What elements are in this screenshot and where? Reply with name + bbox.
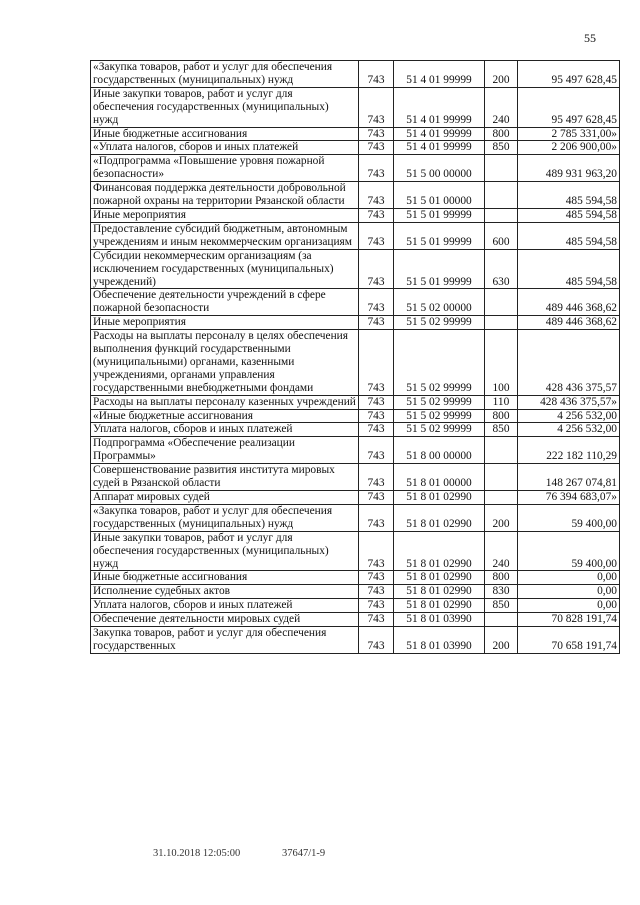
cell-department-code: 743 <box>359 330 394 396</box>
cell-amount: 222 182 110,29 <box>518 437 620 464</box>
cell-expense-type: 850 <box>485 423 518 437</box>
cell-name: Закупка товаров, работ и услуг для обеспечения государственных <box>91 627 359 654</box>
cell-amount: 485 594,58 <box>518 182 620 209</box>
cell-department-code: 743 <box>359 627 394 654</box>
footer-doc-code: 37647/1-9 <box>282 848 326 859</box>
table-row <box>91 571 620 585</box>
cell-expense-type: 110 <box>485 395 518 409</box>
cell-expense-type: 200 <box>485 61 518 88</box>
cell-expense-type: 850 <box>485 141 518 155</box>
budget-table <box>90 60 620 654</box>
cell-target-article: 51 5 00 00000 <box>394 155 485 182</box>
cell-name: Иные закупки товаров, работ и услуг для обеспечения государственных (муниципальных) нужд <box>91 87 359 127</box>
table-row <box>91 61 620 88</box>
cell-target-article: 51 8 01 03990 <box>394 613 485 627</box>
cell-amount: 4 256 532,00 <box>518 409 620 423</box>
cell-amount: 2 785 331,00» <box>518 127 620 141</box>
cell-name: Иные бюджетные ассигнования <box>91 127 359 141</box>
cell-expense-type: 830 <box>485 585 518 599</box>
cell-department-code: 743 <box>359 222 394 249</box>
cell-name: Иные закупки товаров, работ и услуг для обеспечения государственных (муниципальных) нужд <box>91 531 359 571</box>
cell-expense-type: 600 <box>485 222 518 249</box>
table-row <box>91 491 620 505</box>
cell-target-article: 51 8 01 03990 <box>394 627 485 654</box>
cell-name: Обеспечение деятельности учреждений в сфере пожарной безопасности <box>91 289 359 316</box>
cell-target-article: 51 5 01 99999 <box>394 249 485 289</box>
cell-department-code: 743 <box>359 141 394 155</box>
page-number: 55 <box>584 31 596 45</box>
cell-expense-type: 100 <box>485 330 518 396</box>
cell-expense-type <box>485 464 518 491</box>
table-row <box>91 627 620 654</box>
table-row <box>91 464 620 491</box>
table-row <box>91 87 620 127</box>
cell-target-article: 51 4 01 99999 <box>394 87 485 127</box>
cell-target-article: 51 5 02 00000 <box>394 289 485 316</box>
cell-department-code: 743 <box>359 289 394 316</box>
table-row <box>91 395 620 409</box>
cell-target-article: 51 8 01 02990 <box>394 585 485 599</box>
cell-amount: 0,00 <box>518 571 620 585</box>
table-row <box>91 409 620 423</box>
cell-target-article: 51 5 02 99999 <box>394 409 485 423</box>
cell-target-article: 51 5 02 99999 <box>394 423 485 437</box>
cell-expense-type: 200 <box>485 627 518 654</box>
cell-amount: 485 594,58 <box>518 249 620 289</box>
table-row <box>91 222 620 249</box>
cell-name: Иные мероприятия <box>91 208 359 222</box>
cell-name: «Закупка товаров, работ и услуг для обеспечения государственных (муниципальных) нужд <box>91 61 359 88</box>
cell-expense-type <box>485 316 518 330</box>
cell-department-code: 743 <box>359 61 394 88</box>
cell-amount: 70 658 191,74 <box>518 627 620 654</box>
cell-department-code: 743 <box>359 208 394 222</box>
cell-target-article: 51 8 01 02990 <box>394 504 485 531</box>
cell-target-article: 51 8 01 02990 <box>394 571 485 585</box>
cell-expense-type <box>485 182 518 209</box>
cell-department-code: 743 <box>359 395 394 409</box>
cell-name: Совершенствование развития института мировых судей в Рязанской области <box>91 464 359 491</box>
cell-name: Аппарат мировых судей <box>91 491 359 505</box>
cell-amount: 59 400,00 <box>518 504 620 531</box>
cell-department-code: 743 <box>359 87 394 127</box>
cell-name: «Закупка товаров, работ и услуг для обеспечения государственных (муниципальных) нужд <box>91 504 359 531</box>
cell-target-article: 51 5 01 99999 <box>394 222 485 249</box>
cell-amount: 95 497 628,45 <box>518 61 620 88</box>
cell-department-code: 743 <box>359 423 394 437</box>
cell-target-article: 51 8 01 02990 <box>394 531 485 571</box>
cell-amount: 4 256 532,00 <box>518 423 620 437</box>
cell-expense-type <box>485 613 518 627</box>
cell-department-code: 743 <box>359 491 394 505</box>
cell-amount: 76 394 683,07» <box>518 491 620 505</box>
table-row <box>91 316 620 330</box>
cell-target-article: 51 8 01 02990 <box>394 599 485 613</box>
cell-expense-type: 800 <box>485 571 518 585</box>
cell-expense-type <box>485 491 518 505</box>
cell-expense-type: 800 <box>485 409 518 423</box>
cell-department-code: 743 <box>359 437 394 464</box>
cell-target-article: 51 4 01 99999 <box>394 127 485 141</box>
cell-name: Расходы на выплаты персоналу казенных учреждений <box>91 395 359 409</box>
table-row <box>91 330 620 396</box>
cell-target-article: 51 8 01 02990 <box>394 491 485 505</box>
cell-amount: 95 497 628,45 <box>518 87 620 127</box>
cell-department-code: 743 <box>359 599 394 613</box>
cell-amount: 0,00 <box>518 599 620 613</box>
cell-expense-type: 200 <box>485 504 518 531</box>
table-row <box>91 127 620 141</box>
table-row <box>91 599 620 613</box>
cell-amount: 489 446 368,62 <box>518 289 620 316</box>
cell-target-article: 51 8 00 00000 <box>394 437 485 464</box>
cell-expense-type: 240 <box>485 531 518 571</box>
cell-name: «Уплата налогов, сборов и иных платежей <box>91 141 359 155</box>
cell-amount: 0,00 <box>518 585 620 599</box>
cell-name: Обеспечение деятельности мировых судей <box>91 613 359 627</box>
table-row <box>91 585 620 599</box>
cell-amount: 428 436 375,57» <box>518 395 620 409</box>
cell-expense-type <box>485 155 518 182</box>
cell-name: Финансовая поддержка деятельности добровольной пожарной охраны на территории Рязанской области <box>91 182 359 209</box>
cell-department-code: 743 <box>359 249 394 289</box>
cell-department-code: 743 <box>359 182 394 209</box>
cell-name: Расходы на выплаты персоналу в целях обеспечения выполнения функций государственными (муниципальными) органами, казенными учреждениями, органами управления государственными внебюджетными фондами <box>91 330 359 396</box>
table-row <box>91 141 620 155</box>
cell-amount: 59 400,00 <box>518 531 620 571</box>
cell-department-code: 743 <box>359 155 394 182</box>
cell-expense-type: 240 <box>485 87 518 127</box>
cell-amount: 428 436 375,57 <box>518 330 620 396</box>
cell-amount: 485 594,58 <box>518 208 620 222</box>
cell-department-code: 743 <box>359 409 394 423</box>
table-row <box>91 504 620 531</box>
cell-name: Подпрограмма «Обеспечение реализации Программы» <box>91 437 359 464</box>
cell-name: Исполнение судебных актов <box>91 585 359 599</box>
cell-name: Уплата налогов, сборов и иных платежей <box>91 599 359 613</box>
cell-target-article: 51 8 01 00000 <box>394 464 485 491</box>
cell-name: Субсидии некоммерческим организациям (за исключением государственных (муниципальных) учреждений) <box>91 249 359 289</box>
footer-datetime: 31.10.2018 12:05:00 <box>153 848 241 859</box>
cell-target-article: 51 5 02 99999 <box>394 316 485 330</box>
cell-department-code: 743 <box>359 585 394 599</box>
cell-expense-type: 850 <box>485 599 518 613</box>
table-row <box>91 155 620 182</box>
table-row <box>91 613 620 627</box>
cell-name: «Иные бюджетные ассигнования <box>91 409 359 423</box>
cell-department-code: 743 <box>359 464 394 491</box>
cell-department-code: 743 <box>359 613 394 627</box>
cell-amount: 485 594,58 <box>518 222 620 249</box>
cell-target-article: 51 4 01 99999 <box>394 141 485 155</box>
cell-target-article: 51 4 01 99999 <box>394 61 485 88</box>
cell-target-article: 51 5 01 00000 <box>394 182 485 209</box>
cell-name: Иные бюджетные ассигнования <box>91 571 359 585</box>
cell-department-code: 743 <box>359 571 394 585</box>
table-row <box>91 208 620 222</box>
table-row <box>91 531 620 571</box>
cell-department-code: 743 <box>359 127 394 141</box>
cell-expense-type: 630 <box>485 249 518 289</box>
table-row <box>91 289 620 316</box>
cell-department-code: 743 <box>359 531 394 571</box>
budget-table-body <box>91 61 620 654</box>
cell-expense-type <box>485 437 518 464</box>
cell-amount: 148 267 074,81 <box>518 464 620 491</box>
cell-target-article: 51 5 02 99999 <box>394 395 485 409</box>
cell-expense-type <box>485 289 518 316</box>
cell-expense-type <box>485 208 518 222</box>
cell-amount: 489 446 368,62 <box>518 316 620 330</box>
table-row <box>91 437 620 464</box>
cell-expense-type: 800 <box>485 127 518 141</box>
table-row <box>91 423 620 437</box>
cell-target-article: 51 5 01 99999 <box>394 208 485 222</box>
cell-name: Иные мероприятия <box>91 316 359 330</box>
cell-department-code: 743 <box>359 504 394 531</box>
cell-amount: 489 931 963,20 <box>518 155 620 182</box>
cell-amount: 70 828 191,74 <box>518 613 620 627</box>
cell-name: Предоставление субсидий бюджетным, автономным учреждениям и иным некоммерческим организациям <box>91 222 359 249</box>
cell-name: «Подпрограмма «Повышение уровня пожарной безопасности» <box>91 155 359 182</box>
table-row <box>91 182 620 209</box>
cell-name: Уплата налогов, сборов и иных платежей <box>91 423 359 437</box>
cell-amount: 2 206 900,00» <box>518 141 620 155</box>
table-row <box>91 249 620 289</box>
cell-department-code: 743 <box>359 316 394 330</box>
cell-target-article: 51 5 02 99999 <box>394 330 485 396</box>
